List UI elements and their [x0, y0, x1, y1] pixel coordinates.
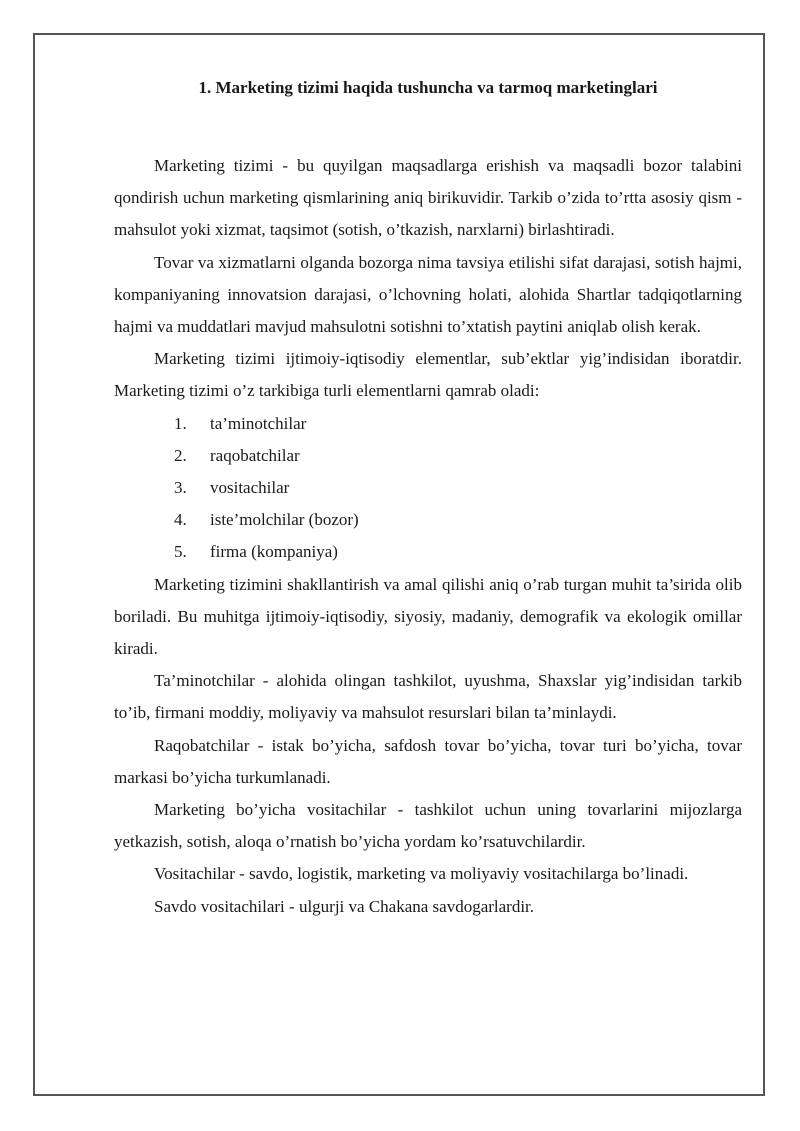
list-text: iste’molchilar (bozor) — [210, 510, 359, 530]
document-body — [114, 72, 742, 923]
list-text: ta’minotchilar — [210, 413, 307, 433]
list-item — [114, 408, 742, 440]
list-item — [114, 536, 742, 568]
list-number: 5. — [174, 542, 187, 562]
list-item — [114, 472, 742, 504]
paragraph: Raqobatchilar - istak bo’yicha, safdosh tovar bo’yicha, tovar turi bo’yicha, tovar markasi bo’yicha turkumlanadi. — [114, 735, 742, 787]
list-item — [114, 504, 742, 536]
list-text: firma (kompaniya) — [210, 542, 338, 562]
document-title: 1. Marketing tizimi haqida tushuncha va tarmoq marketinglari — [198, 78, 658, 97]
list-number: 2. — [174, 445, 187, 465]
list-number: 1. — [174, 413, 187, 433]
list-item — [114, 440, 742, 472]
paragraph: Marketing tizimi ijtimoiy-iqtisodiy elementlar, sub’ektlar yig’indisidan iboratdir. Marketing tizimi o’z tarkibiga turli elementlarni qamrab oladi: — [114, 349, 742, 401]
list-text: vositachilar — [210, 478, 290, 498]
paragraph: Savdo vositachilari - ulgurji va Chakana savdogarlardir. — [154, 896, 535, 916]
list-text: raqobatchilar — [210, 445, 300, 465]
paragraph: Marketing bo’yicha vositachilar - tashkilot uchun uning tovarlarini mijozlarga yetkazish, sotish, aloqa o’rnatish bo’yicha yordam ko’rsatuvchilardir. — [114, 800, 742, 852]
paragraph: Ta’minotchilar - alohida olingan tashkilot, uyushma, Shaxslar yig’indisidan tarkib to’ib, firmani moddiy, moliyaviy va mahsulot resurslari bilan ta’minlaydi. — [114, 671, 742, 723]
paragraph: Marketing tizimini shakllantirish va amal qilishi aniq o’rab turgan muhit ta’sirida olib boriladi. Bu muhitga ijtimoiy-iqtisodiy, siyosiy, madaniy, demografik va ekologik omillar kiradi. — [114, 574, 742, 659]
list-number: 4. — [174, 510, 187, 530]
paragraph: Marketing tizimi - bu quyilgan maqsadlarga erishish va maqsadli bozor talabini qondirish uchun marketing qismlarining aniq birikuvidir. Tarkib o’zida to’rtta asosiy qism - mahsulot yoki xizmat, taqsimot (sotish, o’tkazish, narxlarni) birlashtiradi. — [114, 156, 742, 240]
list-number: 3. — [174, 478, 187, 498]
paragraph: Vositachilar - savdo, logistik, marketing va moliyaviy vositachilarga bo’linadi. — [154, 864, 689, 884]
elements-list — [114, 408, 742, 569]
paragraph: Tovar va xizmatlarni olganda bozorga nima tavsiya etilishi sifat darajasi, sotish hajmi, kompaniyaning innovatsion darajasi, o’lchovning holati, alohida Shartlar tadqiqotlarning hajmi va muddatlari mavjud mahsulotni sotishni to’xtatish paytini aniqlab olish kerak. — [114, 252, 742, 337]
